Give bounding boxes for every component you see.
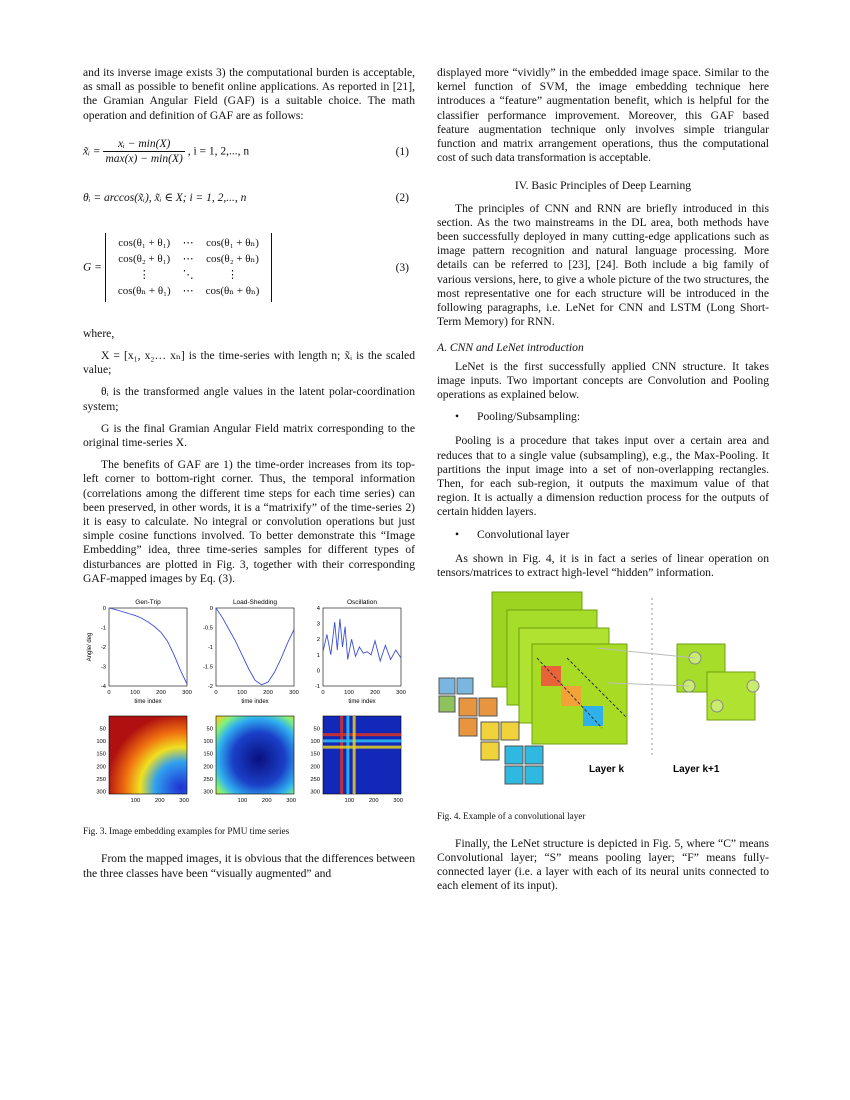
y-tick-label: -3 <box>100 664 106 671</box>
x-axis-label: time index <box>348 699 376 706</box>
plot-title: Oscillation <box>347 599 377 607</box>
y-tick-label: 200 <box>310 764 320 771</box>
x-tick-label: 100 <box>130 798 141 805</box>
figure-3-caption: Fig. 3. Image embedding examples for PMU time series <box>83 826 290 837</box>
figure-4-diagram <box>437 588 769 798</box>
matrix-cell: ⋮ <box>227 269 239 282</box>
y-tick-label: 50 <box>206 726 213 733</box>
y-axis-label: Angle/ deg <box>87 632 93 662</box>
x-tick-label: 0 <box>214 690 218 697</box>
matrix-cell: ⋯ <box>182 253 194 266</box>
gaf-heatmap <box>323 716 401 794</box>
x-tick-label: 300 <box>182 690 192 697</box>
definition-theta: θᵢ is the transformed angle values in the latent polar-coordination system; <box>83 385 415 413</box>
layer-k-label: Layer k <box>589 764 625 776</box>
y-tick-label: 100 <box>96 739 106 746</box>
figure-4-caption: Fig. 4. Example of a convolutional layer <box>437 810 586 821</box>
y-tick-label: -2 <box>100 645 106 652</box>
y-tick-label: 100 <box>203 739 213 746</box>
plot-frame <box>216 608 294 686</box>
paragraph: and its inverse image exists 3) the computational burden is acceptable, as small as possible to benefit online applications. As reported in [21], the Gramian Angular Field (GAF) is a suitable choice. The math operation and definition of GAF are as follows: <box>83 66 415 122</box>
eq3-number: (3) <box>395 261 409 274</box>
plot-title: Gen-Trip <box>135 599 161 607</box>
definition-g: G is the final Gramian Angular Field matrix corresponding to the original time-series X. <box>83 421 415 450</box>
heatmap-band <box>346 716 349 794</box>
y-tick-label: 1 <box>316 652 320 659</box>
y-tick-label: 100 <box>310 739 320 746</box>
paragraph: From the mapped images, it is obvious that the differences between the three classes have been “visually augmented” and <box>83 852 415 880</box>
y-tick-label: -1 <box>100 625 106 632</box>
equation-3 <box>83 233 415 309</box>
paragraph: displayed more “vividly” in the embedded image space. Similar to the kernel function of SVM, the image embedding technique here introduces a “feature” augmentation benefit, which is helpful for the classifier performance improvement. Moreover, this GAF based feature augmentation technique only involves simple triangular function and matrix arrangement operations, thus the computational cost of such data transformation is acceptable. <box>437 66 769 165</box>
cell-highlight <box>541 666 561 686</box>
heatmap-band <box>353 716 356 794</box>
left-column <box>83 66 415 889</box>
x-tick-label: 100 <box>344 798 355 805</box>
y-tick-label: 300 <box>96 789 106 796</box>
y-tick-label: 250 <box>203 776 213 783</box>
heatmap-band <box>323 733 401 736</box>
y-tick-label: 0 <box>209 606 213 613</box>
eq1-rest: , i = 1, 2,..., n <box>187 145 250 158</box>
x-tick-label: 200 <box>154 798 165 805</box>
paragraph: LeNet is the first successfully applied CNN structure. It takes image inputs. Two important concepts are Convolution and Pooling operations as explained below. <box>437 359 769 402</box>
y-tick-label: 200 <box>203 764 213 771</box>
bullet-pooling: • Pooling/Subsampling: <box>437 410 769 424</box>
kernel-weight <box>481 742 499 760</box>
paragraph: The principles of CNN and RNN are briefly introduced in this section. As the two mainstreams in the DL area, both methods have been successfully deployed in many cutting-edge applications such as image pattern recognition and natural language processing. More details can be referred to [23], [24]. Both include a big family of various versions, here, to give a whole picture of the two structures, the most representative one for each structure will be introduced in the following paragraphs, i.e. LeNet for CNN and LSTM (Long Short-Term Memory) for RNN. <box>437 201 769 329</box>
matrix-cell: cos(θ₁ + θ₁) <box>118 236 171 249</box>
kernel-weight <box>505 766 523 784</box>
y-tick-label: 0 <box>316 668 320 675</box>
y-tick-label: -1.5 <box>203 664 213 671</box>
section-heading: IV. Basic Principles of Deep Learning <box>514 179 692 193</box>
kernel-weight <box>439 696 455 712</box>
y-tick-label: 3 <box>316 621 320 628</box>
gaf-matrix <box>105 233 273 302</box>
x-tick-label: 200 <box>368 798 379 805</box>
gaf-heatmap <box>109 716 187 794</box>
x-tick-label: 0 <box>107 690 111 697</box>
y-tick-label: 250 <box>96 776 106 783</box>
paragraph: Finally, the LeNet structure is depicted in Fig. 5, where “C” means Convolutional layer; “S” means pooling layer; “F” means fully-connected layer (i.e. a layer with each of its neural units connected to each element of its input). <box>437 836 769 893</box>
eq2-text: θᵢ = arccos(x̃ᵢ), x̃ᵢ ∈ X; i = 1, 2,..., n <box>83 191 247 204</box>
kernel-weight <box>457 678 473 694</box>
x-axis-label: time index <box>134 699 162 706</box>
plot-frame <box>109 608 187 686</box>
matrix-cell: cos(θ₂ + θ₁) <box>118 253 171 266</box>
y-tick-label: 2 <box>316 637 320 644</box>
paragraph: As shown in Fig. 4, it is in fact a series of linear operation on tensors/matrices to extract high-level “hidden” information. <box>437 551 769 580</box>
kernel-weight <box>481 722 499 740</box>
equation-2 <box>83 191 415 215</box>
x-tick-label: 0 <box>321 690 325 697</box>
x-tick-label: 100 <box>237 690 247 697</box>
matrix-cell: cos(θₙ + θ₁) <box>117 285 171 298</box>
neuron <box>711 700 723 712</box>
gaf-heatmap <box>216 716 294 794</box>
figure-3 <box>83 594 415 818</box>
subsection-heading: A. CNN and LeNet introduction <box>437 341 584 355</box>
paragraph: Pooling is a procedure that takes input over a certain area and reduces that to a single value (subsampling), e.g., the Max-Pooling. It partitions the input image into a set of non-overlapping rectangles. Then, for each sub-region, it outputs the maximum value of that region. It is actually a dimension reduction process for the outputs of certain hidden layers. <box>437 434 769 519</box>
eq1-number: (1) <box>395 145 409 158</box>
x-axis-label: time index <box>241 699 269 706</box>
y-tick-label: 0 <box>102 606 106 613</box>
matrix-cell: ⋱ <box>182 269 194 282</box>
plot-title: Load-Shedding <box>232 599 278 607</box>
x-tick-label: 300 <box>289 690 299 697</box>
heatmap-band <box>323 739 401 742</box>
heatmap-band <box>323 746 401 749</box>
matrix-cell: cos(θ₁ + θₙ) <box>206 236 259 249</box>
kernel-weight <box>459 698 477 716</box>
kernel-weight <box>501 722 519 740</box>
plot-frame <box>323 608 401 686</box>
matrix-cell: ⋮ <box>138 269 150 282</box>
kernel-weight <box>479 698 497 716</box>
y-tick-label: 50 <box>313 726 320 733</box>
where-label: where, <box>83 326 115 340</box>
kernel-weight <box>525 746 543 764</box>
y-tick-label: -4 <box>100 684 106 691</box>
eq3-lhs: G = <box>83 261 102 274</box>
x-tick-label: 100 <box>130 690 140 697</box>
kernel-weight <box>439 678 455 694</box>
y-tick-label: 200 <box>96 764 106 771</box>
x-tick-label: 300 <box>393 798 403 805</box>
x-tick-label: 100 <box>237 798 248 805</box>
y-tick-label: 250 <box>310 776 320 783</box>
y-tick-label: 4 <box>316 606 320 613</box>
y-tick-label: -1 <box>207 645 213 652</box>
eq1-lhs: x̃ᵢ = <box>83 145 101 158</box>
x-tick-label: 200 <box>370 690 380 697</box>
cell-highlight <box>583 706 603 726</box>
x-tick-label: 300 <box>286 798 296 805</box>
equation-1 <box>83 137 415 173</box>
right-column <box>437 66 769 902</box>
kernel-weight <box>459 718 477 736</box>
y-tick-label: -2 <box>207 684 213 691</box>
y-tick-label: 150 <box>203 751 213 758</box>
kernel-weight <box>505 746 523 764</box>
y-tick-label: 50 <box>99 726 106 733</box>
matrix-cell: cos(θ₂ + θₙ) <box>206 253 259 266</box>
figure-4 <box>437 588 769 802</box>
paragraph: The benefits of GAF are 1) the time-order increases from its top-left corner to bottom-right corner. Thus, the temporal information (correlations among the different time steps for each time series) can been preserved, in other words, it is a “matrixify” of the time-series 2) it is easy to calculate. No integral or convolution operations but just simple cosine functions involved. To better demonstrate this “Image Embedding” idea, three time-series samples for different types of disturbances are plotted in Fig. 3, together with their corresponding GAF-mapped images by Eq. (3). <box>83 458 415 585</box>
eq2-number: (2) <box>395 191 409 204</box>
matrix-cell: cos(θₙ + θₙ) <box>205 285 260 298</box>
x-tick-label: 200 <box>263 690 273 697</box>
y-tick-label: 150 <box>310 751 320 758</box>
bullet-convolution: • Convolutional layer <box>437 528 769 542</box>
y-tick-label: 150 <box>96 751 106 758</box>
eq1-numerator: xᵢ − min(X) <box>103 137 184 152</box>
heatmap-band <box>340 716 343 794</box>
y-tick-label: 300 <box>310 789 320 796</box>
eq1-denominator: max(x) − min(X) <box>105 153 183 166</box>
y-tick-label: -1 <box>314 684 320 691</box>
cell-highlight <box>561 686 581 706</box>
kernel-weight <box>525 766 543 784</box>
y-tick-label: 300 <box>203 789 213 796</box>
eq1-fraction <box>103 137 184 166</box>
x-tick-label: 200 <box>261 798 272 805</box>
figure-3-plots <box>83 594 415 814</box>
x-tick-label: 100 <box>344 690 354 697</box>
neuron <box>747 680 759 692</box>
matrix-cell: ⋯ <box>182 236 194 249</box>
output-map <box>707 672 755 720</box>
x-tick-label: 300 <box>396 690 406 697</box>
x-tick-label: 300 <box>179 798 189 805</box>
matrix-cell: ⋯ <box>182 285 194 298</box>
x-tick-label: 200 <box>156 690 166 697</box>
definition-x: X = [x₁, x₂… xₙ] is the time-series with length n; x̃ᵢ is the scaled value; <box>83 349 415 377</box>
layer-k1-label: Layer k+1 <box>673 764 720 776</box>
y-tick-label: -0.5 <box>203 625 213 632</box>
